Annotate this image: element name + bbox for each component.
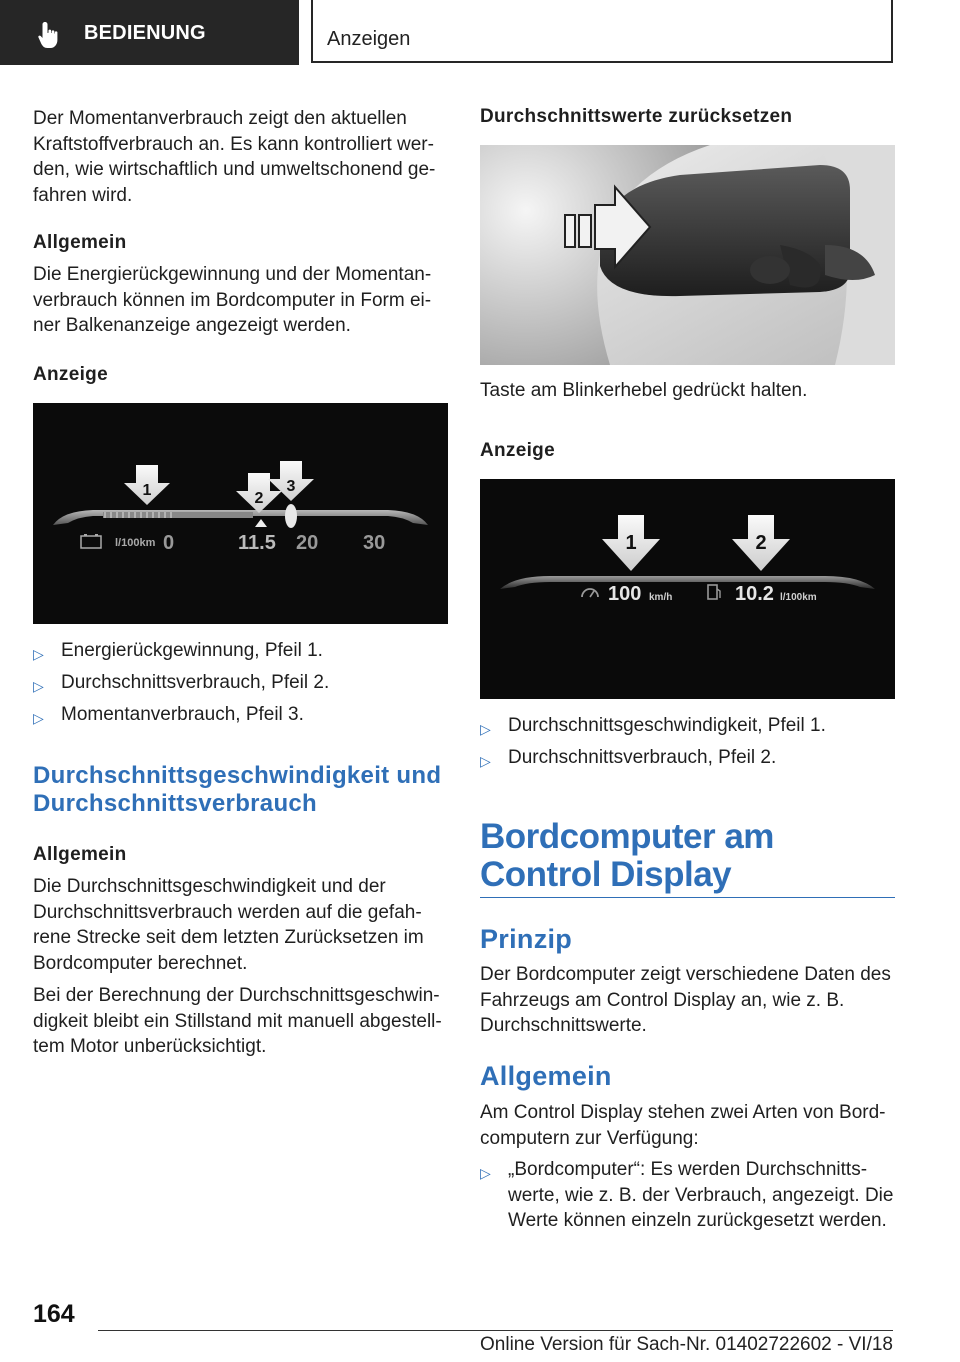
fuel-pump-icon <box>708 585 720 599</box>
scale-20: 20 <box>296 532 319 554</box>
bullet-triangle-icon: ▷ <box>480 1165 491 1181</box>
turn-signal-lever-figure <box>480 145 895 365</box>
arrow-label-2: 2 <box>755 532 767 554</box>
arrow-label-2: 2 <box>254 490 264 507</box>
bullet-triangle-icon: ▷ <box>480 721 491 737</box>
bordcomputer-heading: Bordcomputer am Control Display <box>480 817 774 894</box>
battery-icon <box>81 534 101 548</box>
scale-30: 30 <box>363 532 386 554</box>
online-version-text: Online Version für Sach-Nr. 01402722602 - VI/18 <box>480 1334 893 1355</box>
figure-caption: Taste am Blinkerhebel gedrückt halten. <box>480 380 808 401</box>
list-item: ▷ Durchschnittsverbrauch, Pfeil 2. <box>33 670 448 700</box>
arrow-label-1: 1 <box>142 482 152 499</box>
consumption-unit: l/100km <box>780 592 817 603</box>
bullet-triangle-icon: ▷ <box>480 753 491 769</box>
scale-avg: 11.5 <box>238 532 276 554</box>
heading-divider <box>480 897 895 898</box>
average-display-figure <box>480 479 895 699</box>
berechnung-paragraph: Bei der Berechnung der Durchschnittsgeschwin-digkeit bleibt ein Stillstand mit manuell abgestell-tem Motor unberücksichtigt. <box>33 985 442 1057</box>
hand-pointer-icon <box>36 20 64 50</box>
allgemein-paragraph: Die Energierückgewinnung und der Momentan-verbrauch können im Bordcomputer in Form ei-ner Balkenanzeige angezeigt werden. <box>33 264 432 336</box>
allgemein2-heading: Allgemein <box>33 844 127 865</box>
anzeige-heading-right: Anzeige <box>480 440 555 461</box>
list-item: ▷ Durchschnittsverbrauch, Pfeil 2. <box>480 745 895 775</box>
list-item: ▷ Momentanverbrauch, Pfeil 3. <box>33 702 448 732</box>
speed-unit: km/h <box>649 592 673 603</box>
reset-heading: Durchschnittswerte zurücksetzen <box>480 106 793 127</box>
arrow-label-1: 1 <box>625 532 637 554</box>
page-number: 164 <box>33 1300 75 1328</box>
speed-value: 100 <box>608 583 642 605</box>
bullet-triangle-icon: ▷ <box>33 678 44 694</box>
arrow-2-icon <box>732 515 790 571</box>
prinzip-paragraph: Der Bordcomputer zeigt verschiedene Daten des Fahrzeugs am Control Display an, wie z. B. Durchschnittswerte. <box>480 964 891 1036</box>
anzeige-heading: Anzeige <box>33 364 108 385</box>
consumption-value: 10.2 <box>735 583 774 605</box>
section-heading: Durchschnittsgeschwindigkeit und Durchschnittsverbrauch <box>33 762 442 817</box>
section-tab <box>0 0 299 65</box>
intro-paragraph: Der Momentanverbrauch zeigt den aktuellen Kraftstoffverbrauch an. Es kann kontrolliert wer-den, wie wirtschaftlich und umweltschonend ge-fahren wird. <box>33 108 436 206</box>
list-item: ▷ „Bordcomputer“: Es werden Durchschnitts-werte, wie z. B. der Verbrauch, angezeigt. Die Werte können einzeln zurückgesetzt werden. <box>480 1157 895 1234</box>
speedometer-icon <box>582 589 598 597</box>
bullet-triangle-icon: ▷ <box>33 646 44 662</box>
chapter-tab <box>311 0 893 63</box>
arrow-label-3: 3 <box>286 478 296 495</box>
allgemein-heading-right: Allgemein <box>480 1061 612 1091</box>
arrow-1-icon <box>602 515 660 571</box>
allgemein-heading: Allgemein <box>33 232 127 253</box>
unit-label: l/100km <box>115 537 156 549</box>
arrow-1-icon <box>124 465 170 505</box>
allgemein-paragraph-right: Am Control Display stehen zwei Arten von Bord-computern zur Verfügung: <box>480 1102 886 1149</box>
bullet-triangle-icon: ▷ <box>33 710 44 726</box>
footer-divider <box>98 1330 893 1331</box>
prinzip-heading: Prinzip <box>480 924 573 954</box>
allgemein2-paragraph: Die Durchschnittsgeschwindigkeit und der Durchschnittsverbrauch werden auf die gefah-rene Strecke seit dem letzten Zurücksetzen im Bordcomputer berechnet. <box>33 876 424 974</box>
energy-display-figure <box>33 403 448 624</box>
scale-0: 0 <box>163 532 175 554</box>
chapter-label: Anzeigen <box>327 28 411 50</box>
section-label: BEDIENUNG <box>84 22 206 44</box>
list-item: ▷ Durchschnittsgeschwindigkeit, Pfeil 1. <box>480 713 895 743</box>
list-item: ▷ Energierückgewinnung, Pfeil 1. <box>33 638 448 668</box>
